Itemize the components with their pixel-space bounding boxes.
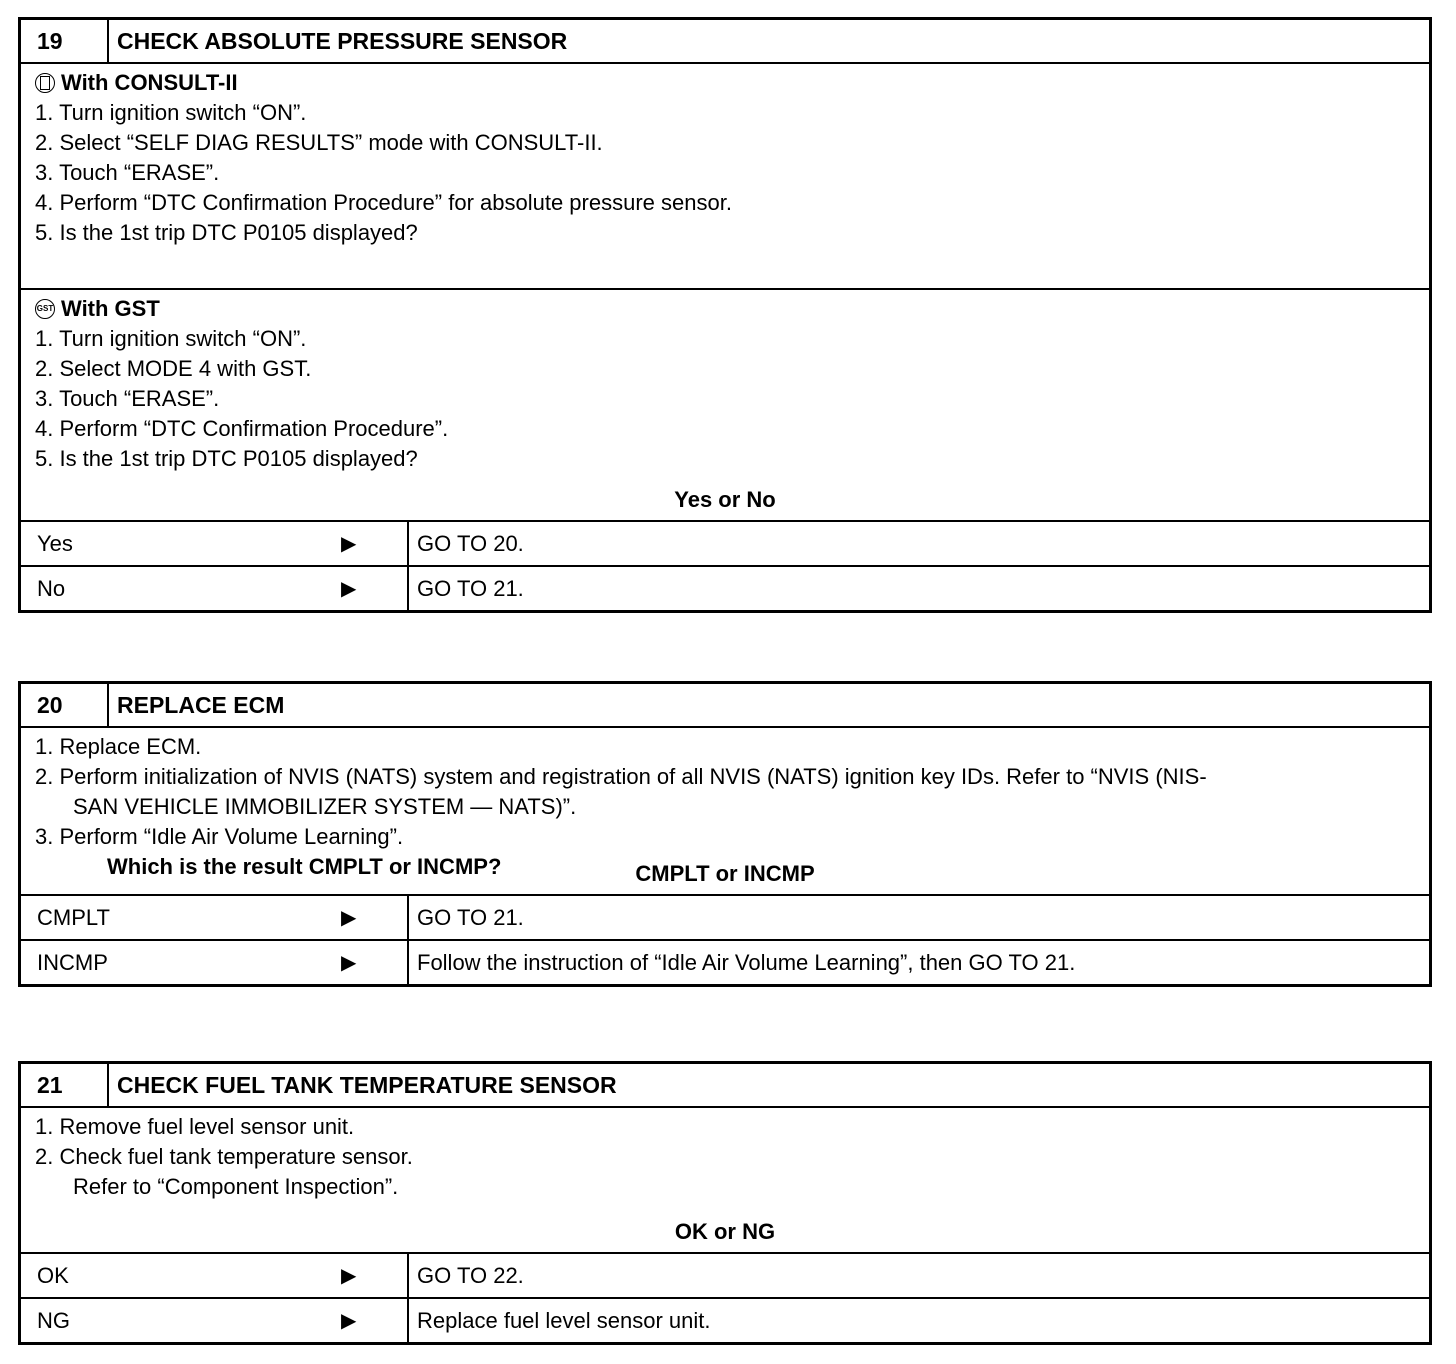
arrow-right-icon: ▶ bbox=[341, 533, 357, 555]
result-value: GO TO 22. bbox=[407, 1254, 1429, 1297]
list-item: 4. Perform “DTC Confirmation Procedure”. bbox=[35, 416, 449, 441]
step-body bbox=[21, 728, 1429, 894]
result-key: NG bbox=[37, 1307, 70, 1333]
gst-section bbox=[21, 290, 1429, 520]
arrow-right-icon: ▶ bbox=[341, 952, 357, 974]
result-key: Yes bbox=[37, 530, 73, 556]
gst-icon: GST bbox=[35, 299, 55, 319]
list-item: 2. Perform initialization of NVIS (NATS) system and registration of all NVIS (NATS) ignition key IDs. Refer to “NVIS (NIS- bbox=[35, 764, 1207, 789]
result-key: No bbox=[37, 575, 66, 601]
list-item: 4. Perform “DTC Confirmation Procedure” for absolute pressure sensor. bbox=[35, 190, 732, 215]
step-title: CHECK FUEL TANK TEMPERATURE SENSOR bbox=[117, 1071, 617, 1098]
result-value: GO TO 21. bbox=[407, 896, 1429, 939]
result-key: CMPLT bbox=[37, 904, 110, 930]
question-text: Which is the result CMPLT or INCMP? bbox=[107, 854, 502, 879]
result-value: GO TO 20. bbox=[407, 522, 1429, 565]
question: Yes or No bbox=[674, 487, 776, 512]
list-item: 3. Touch “ERASE”. bbox=[35, 160, 220, 185]
list-item: 1. Replace ECM. bbox=[35, 734, 202, 759]
step-title: CHECK ABSOLUTE PRESSURE SENSOR bbox=[117, 27, 568, 54]
list-item: 1. Turn ignition switch “ON”. bbox=[35, 100, 307, 125]
list-item: 3. Perform “Idle Air Volume Learning”. bbox=[35, 824, 404, 849]
step-number: 20 bbox=[21, 684, 109, 726]
question: CMPLT or INCMP bbox=[635, 861, 815, 886]
step-number: 19 bbox=[21, 20, 109, 62]
step-body bbox=[21, 1108, 1429, 1252]
result-row bbox=[21, 894, 1429, 939]
arrow-right-icon: ▶ bbox=[341, 907, 357, 929]
result-value: Replace fuel level sensor unit. bbox=[407, 1299, 1429, 1342]
list-item: Refer to “Component Inspection”. bbox=[73, 1174, 399, 1199]
consult-section bbox=[21, 64, 1429, 290]
step-number: 21 bbox=[21, 1064, 109, 1106]
list-item: 1. Remove fuel level sensor unit. bbox=[35, 1114, 355, 1139]
list-item: SAN VEHICLE IMMOBILIZER SYSTEM — NATS)”. bbox=[73, 794, 577, 819]
section-heading: With CONSULT-II bbox=[61, 70, 238, 95]
result-row bbox=[21, 1252, 1429, 1297]
list-item: 2. Check fuel tank temperature sensor. bbox=[35, 1144, 413, 1169]
step-19-block bbox=[18, 17, 1432, 613]
list-item: 2. Select “SELF DIAG RESULTS” mode with CONSULT-II. bbox=[35, 130, 603, 155]
result-key: INCMP bbox=[37, 949, 108, 975]
section-heading: With GST bbox=[61, 296, 160, 321]
result-row bbox=[21, 1297, 1429, 1342]
step-title: REPLACE ECM bbox=[117, 691, 285, 718]
list-item: 3. Touch “ERASE”. bbox=[35, 386, 220, 411]
consult-icon bbox=[35, 73, 55, 93]
list-item: 5. Is the 1st trip DTC P0105 displayed? bbox=[35, 220, 418, 245]
list-item: 1. Turn ignition switch “ON”. bbox=[35, 326, 307, 351]
question: OK or NG bbox=[674, 1219, 776, 1244]
result-row bbox=[21, 520, 1429, 565]
list-item: 2. Select MODE 4 with GST. bbox=[35, 356, 312, 381]
arrow-right-icon: ▶ bbox=[341, 1265, 357, 1287]
result-row bbox=[21, 565, 1429, 610]
result-key: OK bbox=[37, 1262, 69, 1288]
step-20-block bbox=[18, 681, 1432, 987]
arrow-right-icon: ▶ bbox=[341, 1310, 357, 1332]
arrow-right-icon: ▶ bbox=[341, 578, 357, 600]
result-value: GO TO 21. bbox=[407, 567, 1429, 610]
step-21-block bbox=[18, 1061, 1432, 1345]
result-row bbox=[21, 939, 1429, 984]
list-item: 5. Is the 1st trip DTC P0105 displayed? bbox=[35, 446, 418, 471]
result-value: Follow the instruction of “Idle Air Volume Learning”, then GO TO 21. bbox=[407, 941, 1429, 984]
